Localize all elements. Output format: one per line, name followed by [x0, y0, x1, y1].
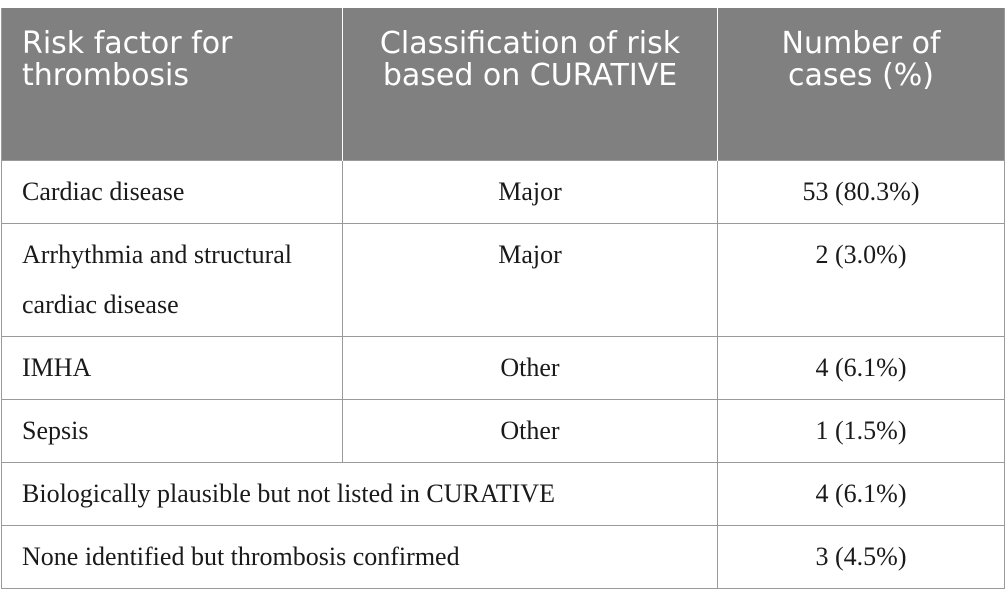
table-row	[2, 462, 1005, 525]
cases-cell: 2 (3.0%)	[718, 223, 1005, 336]
risk-factor-cell: None identified but thrombosis confirmed	[2, 525, 718, 588]
table-row	[2, 336, 1005, 399]
classification-cell: Major	[343, 223, 718, 336]
risk-factor-cell: Sepsis	[2, 399, 343, 462]
header-row	[2, 8, 1005, 160]
cases-cell: 53 (80.3%)	[718, 160, 1005, 223]
risk-factor-text: Arrhythmia and structural cardiac disease	[22, 239, 293, 319]
classification-cell: Other	[343, 399, 718, 462]
table-header	[2, 8, 1005, 160]
classification-cell: Other	[343, 336, 718, 399]
risk-factor-cell: Cardiac disease	[2, 160, 343, 223]
header-number-of-cases: Number of cases (%)	[718, 8, 1005, 160]
header-classification: Classification of risk based on CURATIVE	[343, 8, 718, 160]
table-row	[2, 160, 1005, 223]
risk-factor-cell: IMHA	[2, 336, 343, 399]
table-row	[2, 223, 1005, 336]
thrombosis-risk-table	[1, 8, 1005, 589]
table-row	[2, 399, 1005, 462]
cases-cell: 1 (1.5%)	[718, 399, 1005, 462]
classification-cell: Major	[343, 160, 718, 223]
header-risk-factor: Risk factor for thrombosis	[2, 8, 343, 160]
risk-factor-cell: Biologically plausible but not listed in CURATIVE	[2, 462, 718, 525]
cases-cell: 4 (6.1%)	[718, 336, 1005, 399]
risk-factor-cell	[2, 223, 343, 336]
cases-cell: 3 (4.5%)	[718, 525, 1005, 588]
table-row	[2, 525, 1005, 588]
table-body	[2, 160, 1005, 588]
cases-cell: 4 (6.1%)	[718, 462, 1005, 525]
